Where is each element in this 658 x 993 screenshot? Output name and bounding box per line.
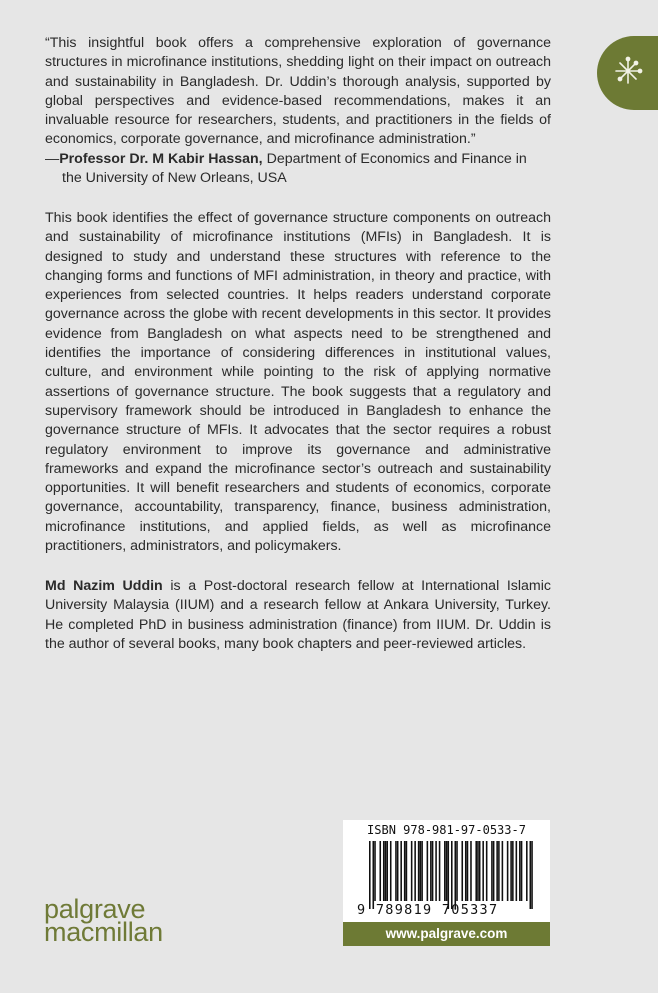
barcode-bar: [482, 841, 484, 901]
barcode-bar: [451, 841, 453, 909]
barcode-bars: [369, 841, 533, 909]
barcode-bar: [496, 841, 498, 901]
series-emblem-icon: [613, 56, 643, 86]
barcode-bar: [465, 841, 467, 901]
endorser-name: Professor Dr. M Kabir Hassan,: [59, 151, 263, 167]
barcode-bar: [479, 841, 481, 901]
barcode-bar: [418, 841, 420, 901]
logo-macmillan: macmillan: [44, 917, 163, 947]
barcode-bar: [516, 841, 518, 901]
barcode-bar: [420, 841, 422, 901]
author-bio: [45, 577, 551, 654]
author-name: Md Nazim Uddin: [45, 578, 163, 594]
endorsement-quote: “This insightful book offers a comprehensive exploration of governance structures in microfinance institutions, shedding light on their impact on outreach and sustainability in Bangladesh. Dr. Uddin’s thorough analysis, supported by global perspectives and evidence-based recommendations, makes it an invaluable resource for researchers, students, and practitioners in the fields of economics, corporate governance, and microfinance administration.”: [45, 35, 551, 148]
barcode-bar: [379, 841, 381, 901]
barcode-bar: [486, 841, 488, 901]
barcode-bar: [430, 841, 432, 901]
barcode-bar: [467, 841, 469, 901]
barcode-bar: [526, 841, 528, 901]
isbn-label: ISBN 978-981-97-0533-7: [367, 823, 526, 837]
barcode-bar: [390, 841, 392, 901]
barcode-bar: [502, 841, 504, 901]
publisher-url[interactable]: www.palgrave.com: [343, 922, 550, 946]
barcode-bar: [435, 841, 437, 901]
barcode-bar: [498, 841, 500, 901]
barcode-bar: [461, 841, 463, 901]
barcode-bar: [507, 841, 509, 901]
endorser-affiliation-cont: the University of New Orleans, USA: [62, 170, 287, 187]
barcode-bar: [439, 841, 441, 901]
isbn-barcode: [343, 820, 550, 922]
barcode-bar: [385, 841, 387, 901]
barcode-bar: [432, 841, 434, 901]
barcode-bar: [510, 841, 512, 901]
publisher-logo: [44, 894, 163, 947]
series-badge: [597, 36, 658, 110]
barcode-bar: [531, 841, 533, 909]
barcode-bar: [519, 841, 521, 901]
book-description: This book identifies the effect of governance structure components on outreach and sustainability of microfinance institutions (MFIs) in Bangladesh. It is designed to study and understand these structures with reference to the changing forms and functions of MFI administration, in theory and practice, with experiences from selected countries. It helps readers understand corporate governance across the globe with recent developments in this sector. It provides evidence from Bangladesh on what aspects need to be strengthened and identifies the importance of considering differences in institutional values, culture, and environment while pointing to the risk of applying normative assertions of governance structure. The book suggests that a regulatory and supervisory framework should be introduced in Bangladesh to enhance the governance structure of MFIs. It advocates that the sector requires a robust regulatory environment to improve its governance and administrative frameworks and expand the microfinance sector’s outreach and sustainability opportunities. It will benefit researchers and students of economics, corporate governance, accountability, transparency, finance, business administration, microfinance institutions, and applied fields, as well as microfinance practitioners, administrators, and policymakers.: [45, 210, 551, 555]
barcode-bar: [427, 841, 429, 901]
barcode-bar: [374, 841, 376, 901]
barcode-bar: [383, 841, 385, 901]
barcode-bar: [512, 841, 514, 901]
barcode-bar: [444, 841, 446, 901]
attribution-dash: —: [45, 151, 60, 167]
barcode-bar: [456, 841, 458, 901]
isbn-digits: 9 789819 705337: [357, 902, 499, 918]
barcode-bar: [406, 841, 408, 901]
barcode-bar: [400, 841, 402, 901]
barcode-bar: [448, 841, 450, 909]
barcode-bar: [369, 841, 371, 909]
endorser-affiliation: Department of Economics and Finance in: [262, 151, 527, 167]
author-bio-text: is a Post-doctoral research fellow at International Islamic University Malaysia (IIUM) and a research fellow at Ankara University, Turkey. He completed PhD in business administration (finance) from IIUM. Dr. Uddin is the author of several books, many book chapters and peer-reviewed articles.: [45, 578, 551, 652]
barcode-bar: [414, 841, 416, 901]
barcode-bar: [493, 841, 495, 901]
barcode-bar: [521, 841, 523, 901]
barcode-bar: [397, 841, 399, 901]
barcode-bar: [446, 841, 448, 901]
barcode-bar: [491, 841, 493, 901]
logo-palgrave: palgrave: [44, 894, 146, 924]
barcode-bar: [395, 841, 397, 901]
barcode-bar: [530, 841, 532, 909]
barcode-bar: [454, 841, 456, 909]
barcode-bar: [411, 841, 413, 901]
endorsement-attribution: [45, 150, 555, 189]
barcode-bar: [372, 841, 374, 909]
barcode-bar: [470, 841, 472, 901]
barcode-bar: [475, 841, 477, 901]
barcode-bar: [404, 841, 406, 901]
barcode-bar: [421, 841, 423, 901]
barcode-bar: [386, 841, 388, 901]
barcode-bar: [477, 841, 479, 901]
